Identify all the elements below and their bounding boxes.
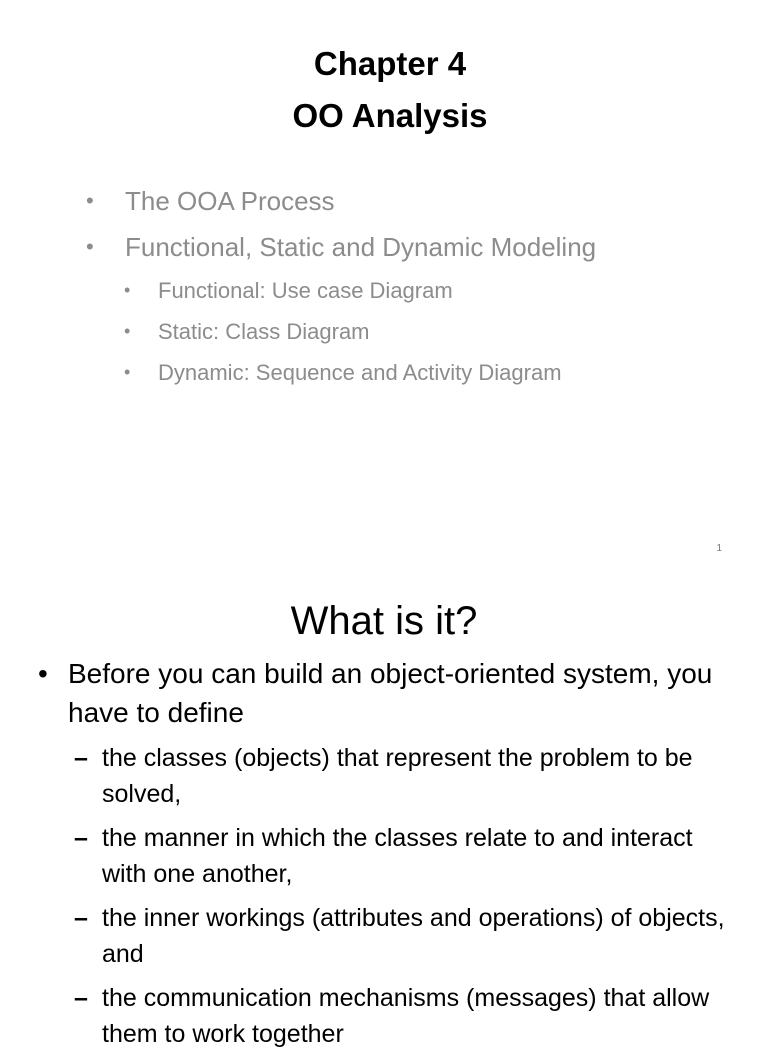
main-bullet-text: Before you can build an object-oriented system, you have to define	[68, 658, 713, 728]
sub-bullet-list	[38, 740, 738, 1052]
agenda-item	[86, 224, 596, 270]
agenda-subitem	[86, 352, 596, 393]
bullet-icon: •	[124, 321, 131, 341]
slide-2	[0, 576, 768, 1048]
sub-bullet-text: the inner workings (attributes and operations) of objects, and	[102, 904, 725, 968]
bullet-icon: •	[38, 658, 48, 689]
sub-bullet	[38, 900, 738, 972]
slide-2-content	[38, 654, 738, 1060]
chapter-title: Chapter 4	[313, 45, 467, 82]
page-number: 1	[716, 543, 722, 554]
sub-bullet-text: the classes (objects) that represent the problem to be solved,	[102, 744, 693, 808]
bullet-icon: •	[86, 188, 94, 213]
sub-bullet	[38, 820, 738, 892]
agenda-list	[86, 178, 596, 393]
agenda-item-text: Functional, Static and Dynamic Modeling	[125, 232, 597, 262]
agenda-subitem	[86, 311, 596, 352]
bullet-icon: •	[124, 280, 131, 300]
main-bullet	[38, 654, 738, 732]
sub-bullet	[38, 740, 738, 812]
agenda-subitem-text: Static: Class Diagram	[158, 319, 370, 344]
dash-icon: –	[74, 904, 88, 932]
slide-1-title	[0, 38, 780, 142]
agenda-subitem-text: Dynamic: Sequence and Activity Diagram	[158, 360, 562, 385]
dash-icon: –	[74, 824, 88, 852]
sub-bullet	[38, 980, 738, 1052]
agenda-subitem	[86, 270, 596, 311]
sub-bullet-text: the communication mechanisms (messages) that allow them to work together	[102, 984, 710, 1048]
agenda-subitem-text: Functional: Use case Diagram	[158, 278, 453, 303]
dash-icon: –	[74, 744, 88, 772]
bullet-icon: •	[124, 362, 131, 382]
slide-2-title: What is it?	[290, 599, 478, 643]
dash-icon: –	[74, 984, 88, 1012]
agenda-item	[86, 178, 596, 224]
agenda-item-text: The OOA Process	[125, 186, 335, 216]
sub-bullet-text: the manner in which the classes relate to and interact with one another,	[102, 824, 693, 888]
bullet-icon: •	[86, 234, 94, 259]
chapter-subtitle: OO Analysis	[292, 97, 488, 134]
